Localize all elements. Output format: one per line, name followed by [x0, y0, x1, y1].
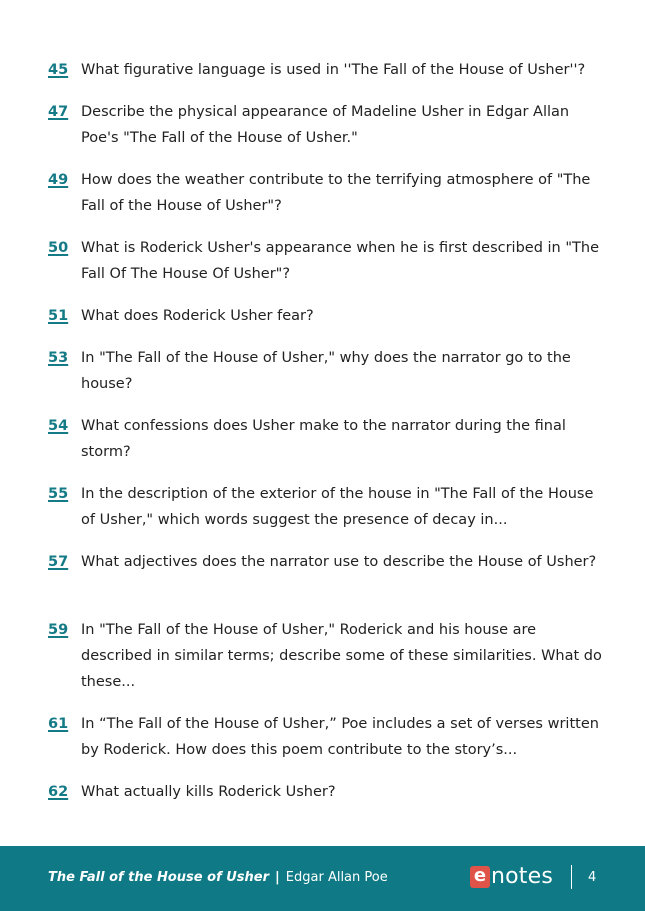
page-number: 4 — [588, 870, 597, 885]
question-text: In the description of the exterior of the house in "The Fall of the House of Usher," which words suggest the presence of decay in... — [81, 486, 594, 528]
question-link[interactable]: 45 — [48, 62, 69, 78]
question-text: In “The Fall of the House of Usher,” Poe includes a set of verses written by Roderick. How does this poem contribute to the story’s... — [81, 716, 599, 758]
question-text: What figurative language is used in ''The Fall of the House of Usher''? — [81, 62, 586, 78]
question-text: How does the weather contribute to the terrifying atmosphere of "The Fall of the House of Usher"? — [81, 172, 591, 214]
footer-book-title: The Fall of the House of Usher — [48, 870, 270, 885]
question-link[interactable]: 47 — [48, 104, 69, 120]
question-text: What does Roderick Usher fear? — [81, 308, 314, 324]
footer-author: Edgar Allan Poe — [285, 870, 388, 885]
question-text: What confessions does Usher make to the narrator during the final storm? — [81, 418, 566, 460]
question-link[interactable]: 59 — [48, 622, 69, 638]
question-link[interactable]: 50 — [48, 240, 69, 256]
question-text: In "The Fall of the House of Usher," why does the narrator go to the house? — [81, 350, 571, 392]
question-text: What is Roderick Usher's appearance when he is first described in "The Fall Of The House Of Usher"? — [81, 240, 599, 282]
footer-book-info — [48, 870, 388, 886]
question-link[interactable]: 53 — [48, 350, 69, 366]
question-link[interactable]: 55 — [48, 486, 69, 502]
question-link[interactable]: 62 — [48, 784, 69, 800]
question-link[interactable]: 51 — [48, 308, 69, 324]
question-text: Describe the physical appearance of Madeline Usher in Edgar Allan Poe's "The Fall of the House of Usher." — [81, 104, 570, 146]
question-link[interactable]: 49 — [48, 172, 69, 188]
question-link[interactable]: 54 — [48, 418, 69, 434]
enotes-logo-icon: e — [470, 866, 490, 888]
page-footer — [0, 846, 645, 911]
question-text: What actually kills Roderick Usher? — [81, 784, 336, 800]
question-link[interactable]: 61 — [48, 716, 69, 732]
footer-separator: | — [275, 870, 280, 885]
footer-divider — [571, 865, 572, 889]
question-text: In "The Fall of the House of Usher," Roderick and his house are described in similar terms; describe some of these similarities. What do these... — [81, 622, 602, 690]
question-text: What adjectives does the narrator use to describe the House of Usher? — [81, 554, 597, 570]
enotes-logo-text: notes — [491, 864, 554, 889]
question-link[interactable]: 57 — [48, 554, 69, 570]
enotes-logo[interactable] — [470, 865, 553, 889]
